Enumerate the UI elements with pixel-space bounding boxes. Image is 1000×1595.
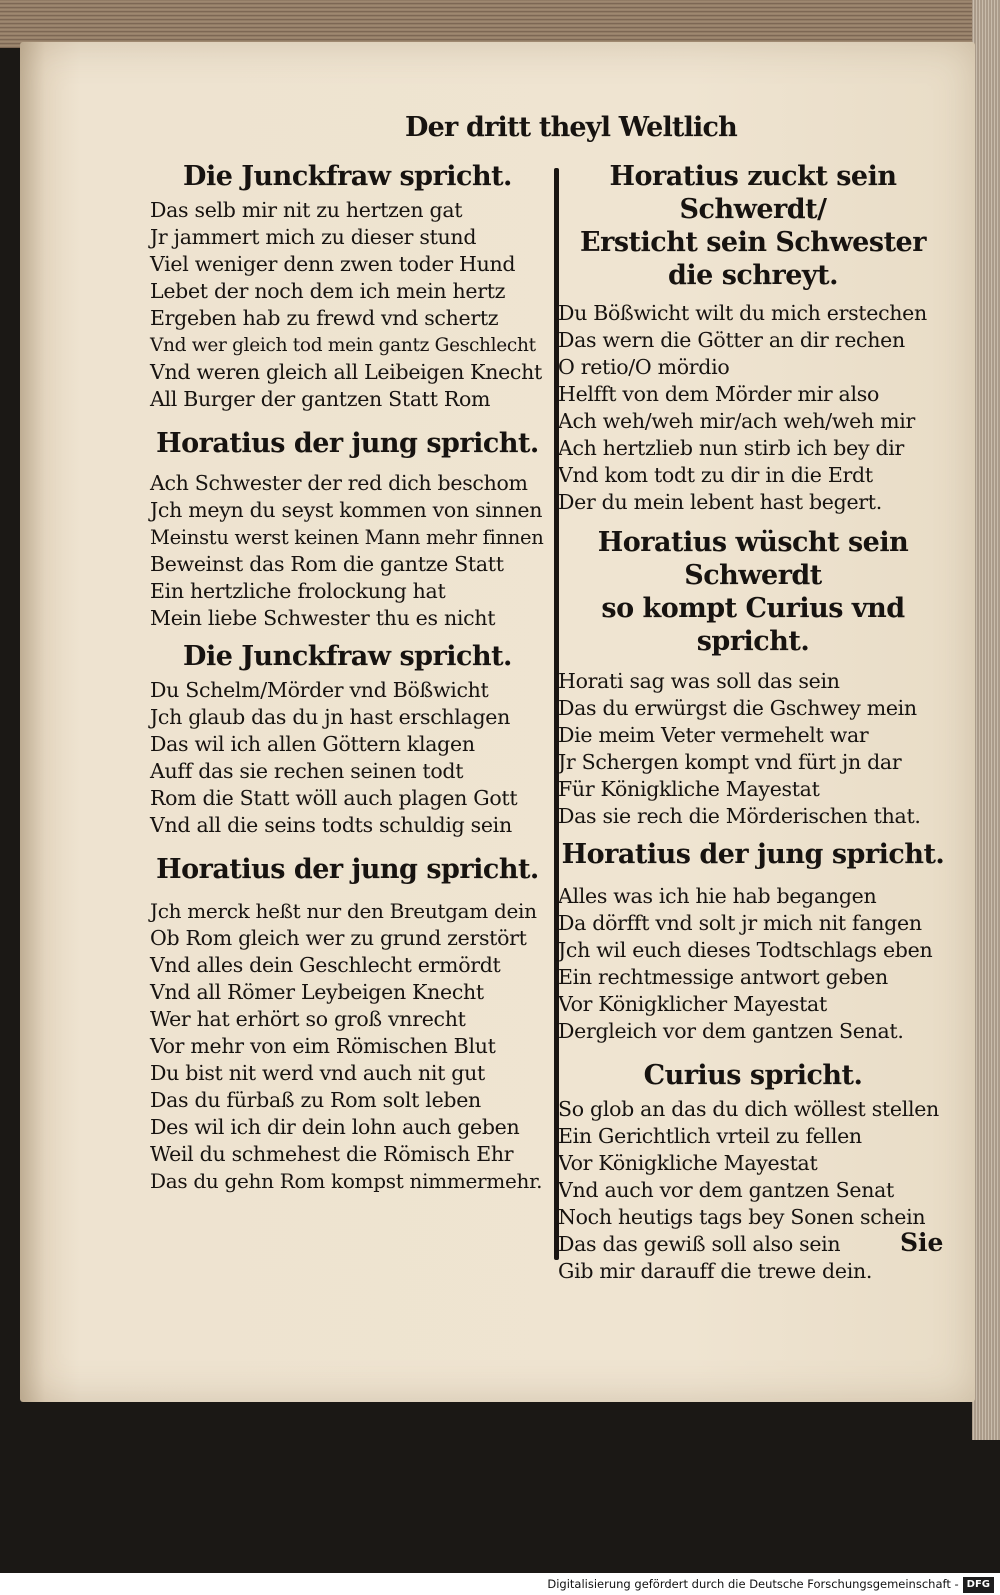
verse-line: Die meim Veter vermehelt war (558, 723, 869, 747)
catchword: Sie (900, 1228, 944, 1257)
verse-line: Weil du schmehest die Römisch Ehr (150, 1142, 514, 1166)
speaker-heading: Horatius wüscht sein Schwerdt (597, 527, 909, 591)
verse-line: Vnd all die seins todts schuldig sein (150, 813, 512, 837)
verse-line: Meinstu werst keinen Mann mehr finnen (150, 526, 544, 549)
verse-line: Auff das sie rechen seinen todt (150, 759, 464, 783)
verse-line: Dergleich vor dem gantzen Senat. (558, 1019, 904, 1043)
speaker-heading: Horatius zuckt sein Schwerdt/ (609, 161, 897, 225)
verse-line: Ach hertzlieb nun stirb ich bey dir (558, 436, 905, 460)
verse-line: Jch glaub das du jn hast erschlagen (150, 705, 511, 729)
verse-line: Für Königkliche Mayestat (558, 777, 820, 801)
speaker-heading: die schreyt. (668, 260, 838, 291)
right-column (558, 160, 948, 1285)
verse-line: Der du mein lebent hast begert. (558, 490, 882, 514)
verse-line: Du Bößwicht wilt du mich erstechen (558, 301, 927, 325)
verse-line: Mein liebe Schwester thu es nicht (150, 606, 496, 630)
speaker-heading: Horatius der jung spricht. (156, 428, 539, 459)
verse-line: Ein Gerichtlich vrteil zu fellen (558, 1124, 862, 1148)
verse-line: Viel weniger denn zwen toder Hund (150, 252, 516, 276)
book-top-edge (0, 0, 985, 48)
verse-line: Vnd kom todt zu dir in die Erdt (558, 463, 873, 487)
right_column-section (558, 526, 948, 830)
verse-line: Das wil ich allen Göttern klagen (150, 732, 475, 756)
verse-line: Ach Schwester der red dich beschom (150, 471, 528, 495)
verse-line: Vnd alles dein Geschlecht ermördt (150, 953, 501, 977)
verse-line: Helfft von dem Mörder mir also (558, 382, 880, 406)
speaker-heading: Horatius der jung spricht. (156, 854, 539, 885)
verse-line: Vnd auch vor dem gantzen Senat (558, 1178, 894, 1202)
verse-line: Vor mehr von eim Römischen Blut (150, 1034, 496, 1058)
verse-line: Vor Königkliche Mayestat (558, 1151, 818, 1175)
verse-line: Da dörfft vnd solt jr mich nit fangen (558, 911, 922, 935)
right_column-section (558, 1059, 948, 1285)
verse-line: Das wern die Götter an dir rechen (558, 328, 905, 352)
speaker-heading: Die Junckfraw spricht. (183, 161, 512, 192)
verse-line: Alles was ich hie hab begangen (558, 884, 877, 908)
verse-line: Du Schelm/Mörder vnd Bößwicht (150, 678, 489, 702)
book-right-edge (972, 0, 1000, 1440)
verse-line: Jr jammert mich zu dieser stund (150, 225, 477, 249)
speaker-heading: Horatius der jung spricht. (561, 839, 945, 870)
right_column-section (558, 838, 948, 1045)
left_column-section (150, 160, 545, 413)
speaker-heading: so kompt Curius vnd spricht. (601, 593, 905, 657)
verse-line: All Burger der gantzen Statt Rom (150, 387, 491, 411)
verse-line: Beweinst das Rom die gantze Statt (150, 552, 504, 576)
right_column-section (558, 160, 948, 516)
running-head: Der dritt theyl Weltlich (405, 112, 737, 143)
left_column-section (150, 640, 545, 839)
verse-line: Jch wil euch dieses Todtschlags eben (558, 938, 933, 962)
verse-line: Ergeben hab zu frewd vnd schertz (150, 306, 499, 330)
verse-line: Vnd weren gleich all Leibeigen Knecht (150, 360, 542, 384)
verse-line: Das du fürbaß zu Rom solt leben (150, 1088, 481, 1112)
verse-line: Gib mir darauff die trewe dein. (558, 1259, 873, 1283)
dfg-logo: DFG (963, 1577, 994, 1593)
verse-line: Jch merck heßt nur den Breutgam dein (150, 899, 537, 923)
left_column-section (150, 853, 545, 1195)
verse-line: Des wil ich dir dein lohn auch geben (150, 1115, 520, 1139)
verse-line: Das das gewiß soll also sein (558, 1232, 841, 1256)
verse-line: O retio/O mördio (558, 355, 730, 379)
verse-line: Ein rechtmessige antwort geben (558, 965, 888, 989)
speaker-heading: Curius spricht. (643, 1060, 863, 1091)
verse-line: Lebet der noch dem ich mein hertz (150, 279, 506, 303)
verse-line: Jch meyn du seyst kommen von sinnen (150, 498, 543, 522)
digitization-footer (0, 1573, 1000, 1595)
verse-line: Rom die Statt wöll auch plagen Gott (150, 786, 518, 810)
left_column-section (150, 427, 545, 632)
verse-line: So glob an das du dich wöllest stellen (558, 1097, 939, 1121)
speaker-heading: Die Junckfraw spricht. (183, 641, 512, 672)
footer-text: Digitalisierung gefördert durch die Deutsche Forschungsgemeinschaft - (547, 1577, 959, 1591)
verse-line: Vor Königklicher Mayestat (558, 992, 827, 1016)
verse-line: Wer hat erhört so groß vnrecht (150, 1007, 466, 1031)
verse-line: Horati sag was soll das sein (558, 669, 840, 693)
verse-line: Jr Schergen kompt vnd fürt jn dar (558, 750, 902, 774)
verse-line: Ein hertzliche frolockung hat (150, 579, 446, 603)
verse-line: Das selb mir nit zu hertzen gat (150, 198, 463, 222)
speaker-heading: Ersticht sein Schwester (580, 227, 926, 258)
verse-line: Das du erwürgst die Gschwey mein (558, 696, 917, 720)
verse-line: Das du gehn Rom kompst nimmermehr. (150, 1169, 543, 1193)
verse-line: Vnd all Römer Leybeigen Knecht (150, 980, 484, 1004)
verse-line: Vnd wer gleich tod mein gantz Geschlecht (150, 335, 536, 356)
left-column (150, 160, 545, 1195)
verse-line: Das sie rech die Mörderischen that. (558, 804, 921, 828)
verse-line: Du bist nit werd vnd auch nit gut (150, 1061, 485, 1085)
verse-line: Noch heutigs tags bey Sonen schein (558, 1205, 926, 1229)
verse-line: Ob Rom gleich wer zu grund zerstört (150, 926, 527, 950)
verse-line: Ach weh/weh mir/ach weh/weh mir (558, 409, 915, 433)
